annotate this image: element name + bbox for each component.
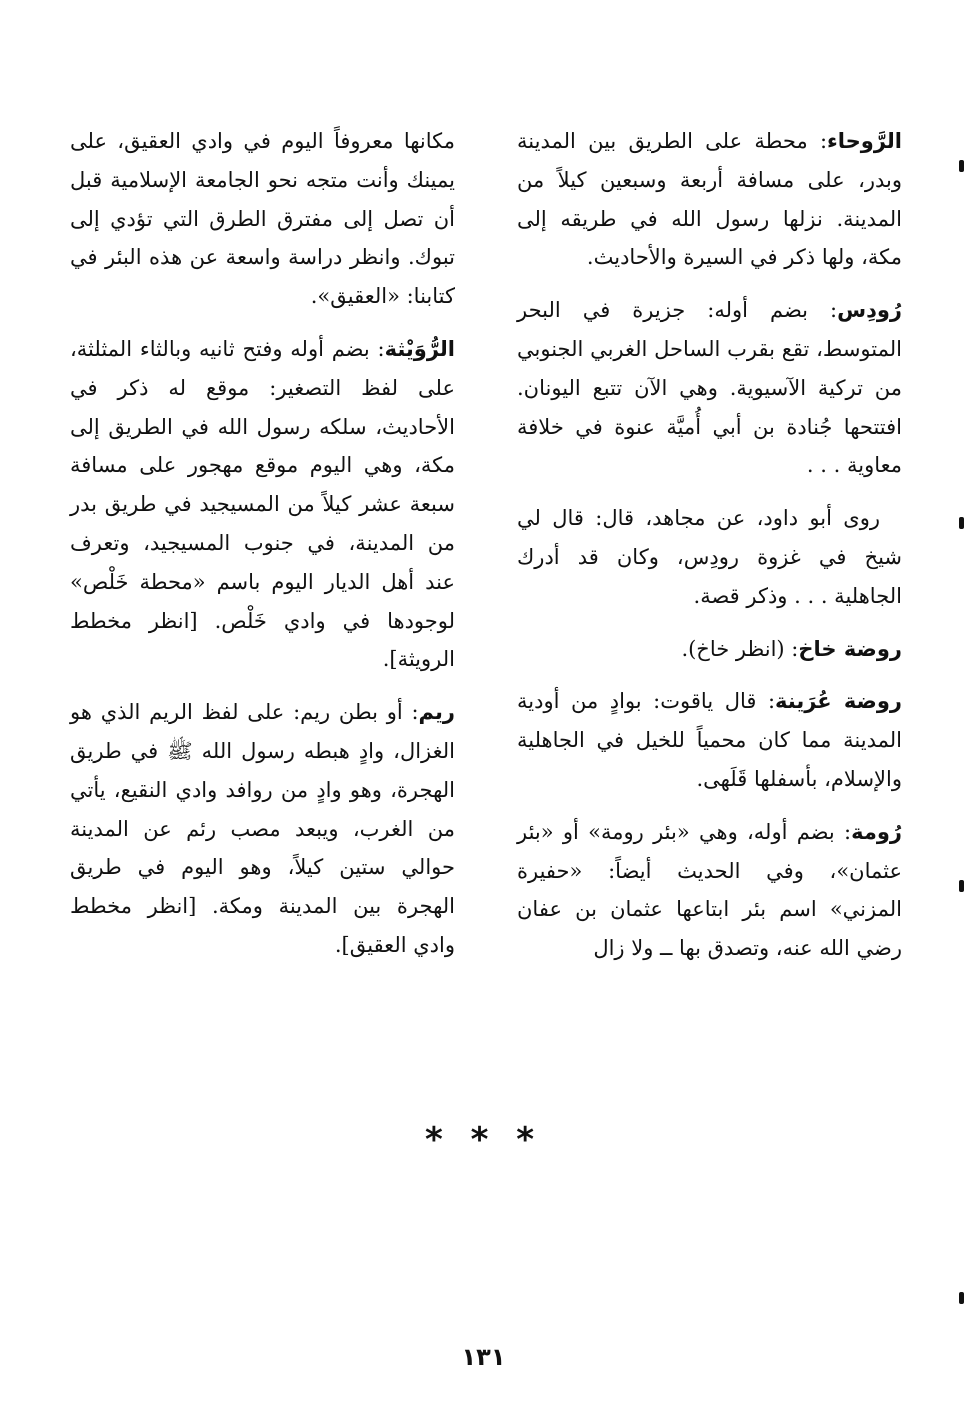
definition: : أو بطن ريم: على لفظ الريم الذي هو الغزال، وادٍ هبطه رسول الله ﷺ في طريق الهجرة، وهو وادٍ من روافد وادي النقيع، يأتي من الغرب، ويبعد مصب رئم عن المدينة حوالي ستين كيلاً، وهو اليوم في طريق الهجرة بين المدينة ومكة. [انظر مخطط وادي العقيق]. bbox=[70, 700, 455, 957]
entry-ruma bbox=[517, 813, 902, 968]
continuation-text: مكانها معروفاً اليوم في وادي العقيق، على يمينك وأنت متجه نحو الجامعة الإسلامية قبل أن تصل إلى مفترق الطرق التي تؤدي إلى تبوك. وانظر دراسة واسعة عن هذه البئر في كتابنا: «العقيق». bbox=[70, 129, 455, 309]
entry-text bbox=[517, 813, 902, 968]
headword: روضة خاخ bbox=[798, 636, 902, 661]
entry-ruwaytha bbox=[70, 330, 455, 679]
right-column bbox=[517, 122, 902, 982]
headword: رُودِس bbox=[837, 298, 902, 323]
margin-mark bbox=[959, 517, 964, 529]
entry-reem bbox=[70, 693, 455, 965]
page-number: ١٣١ bbox=[461, 1343, 506, 1371]
entry-text bbox=[517, 122, 902, 277]
entry-rawdat-khakh bbox=[517, 630, 902, 669]
section-separator: * * * bbox=[424, 1120, 542, 1160]
entry-rhodes bbox=[517, 291, 902, 615]
entry-rawha bbox=[517, 122, 902, 277]
margin-mark bbox=[959, 1292, 964, 1304]
definition: : بضم أوله وفتح ثانيه وبالثاء المثلثة، على لفظ التصغير: موقع له ذكر في الأحاديث، سلكه رسول الله في الطريق إلى مكة، وهي اليوم موقع مهجور على مسافة سبعة عشر كيلاً من المسيجيد في طريق بدر من المدينة، في جنوب المسيجيد، وتعرف عند أهل الديار اليوم باسم «محطة خَلْص» لوجودها في وادي خَلْص. [انظر مخطط الرويثة]. bbox=[70, 336, 455, 672]
entry-text bbox=[517, 682, 902, 798]
entry-text bbox=[70, 330, 455, 679]
definition: : قال ياقوت: بوادٍ من أودية المدينة مما كان محمياً للخيل في الجاهلية والإسلام، بأسفلها قَلَهى. bbox=[517, 689, 902, 791]
headword: روضة عُرَينة bbox=[775, 689, 902, 714]
definition: : محطة على الطريق بين المدينة وبدر، على مسافة أربعة وسبعين كيلاً من المدينة. نزلها رسول الله في طريقه إلى مكة، ولها ذكر في السيرة والأحاديث. bbox=[517, 129, 902, 270]
hadith-quote: روى أبو داود، عن مجاهد، قال: قال لي شيخ في غزوة رودِس، وكان قد أدرك الجاهلية . . . وذكر قصة. bbox=[517, 506, 902, 608]
margin-mark bbox=[959, 880, 964, 892]
definition: : بضم أوله، وهي «بئر رومة» أو «بئر عثمان»، وفي الحديث أيضاً: «حفيرة المزني» اسم بئر ابتاعها عثمان بن عفان رضي الله عنه، وتصدق بها ــ ولا زال bbox=[517, 819, 902, 961]
entry-text bbox=[517, 630, 902, 669]
margin-mark bbox=[959, 160, 964, 172]
definition: : (انظر خاخ). bbox=[681, 636, 799, 661]
left-column bbox=[70, 122, 455, 979]
headword: الرُّوَيْثة bbox=[384, 336, 455, 361]
entry-ruma-continuation bbox=[70, 122, 455, 316]
entry-text bbox=[70, 693, 455, 965]
entry-text bbox=[517, 291, 902, 485]
entry-rawdat-urayna bbox=[517, 682, 902, 798]
headword: رُومة bbox=[851, 819, 902, 844]
headword: ريم bbox=[418, 700, 455, 725]
definition: : بضم أوله: جزيرة في البحر المتوسط، تقع بقرب الساحل الغربي الجنوبي من تركية الآسيوية. وهي الآن تتبع اليونان. افتتحها جُنادة بن أبي أُميَّة عنوة في خلافة معاوية . . . bbox=[517, 298, 902, 478]
headword: الرَّوحاء bbox=[827, 129, 902, 153]
